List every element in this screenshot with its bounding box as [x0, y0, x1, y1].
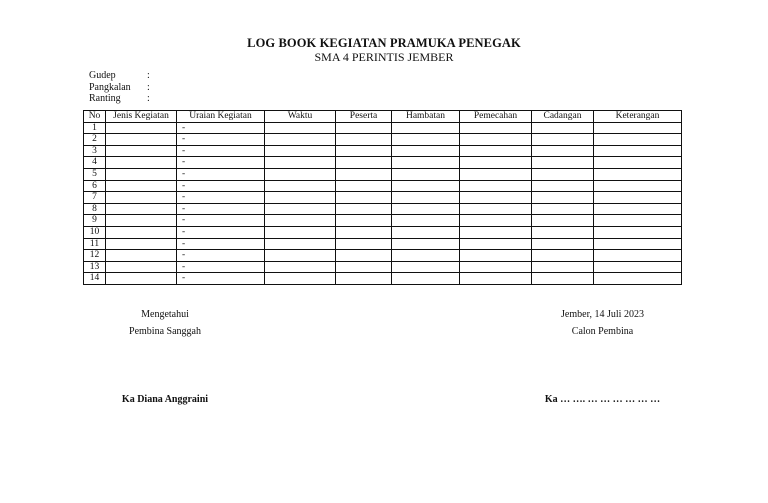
cell-empty — [594, 134, 682, 146]
cell-empty — [392, 134, 460, 146]
cell-empty — [265, 238, 336, 250]
cell-no: 13 — [84, 261, 106, 273]
cell-uraian-kegiatan: - — [177, 157, 265, 169]
table-row — [84, 226, 682, 238]
cell-uraian-kegiatan: - — [177, 261, 265, 273]
cell-empty — [336, 134, 392, 146]
cell-empty — [532, 145, 594, 157]
cell-uraian-kegiatan: - — [177, 180, 265, 192]
cell-empty — [336, 122, 392, 134]
cell-empty — [392, 157, 460, 169]
table-row — [84, 192, 682, 204]
right-signature-role: Calon Pembina — [571, 326, 634, 337]
cell-empty — [265, 168, 336, 180]
cell-empty — [594, 180, 682, 192]
cell-no: 11 — [84, 238, 106, 250]
column-header-peserta: Peserta — [336, 111, 392, 123]
cell-empty — [594, 122, 682, 134]
info-row-ranting — [89, 93, 157, 105]
cell-empty — [265, 134, 336, 146]
info-colon: : — [147, 70, 150, 81]
cell-empty — [392, 168, 460, 180]
info-label: Ranting — [89, 93, 121, 104]
document-title: LOG BOOK KEGIATAN PRAMUKA PENEGAK — [247, 36, 521, 50]
cell-no: 7 — [84, 192, 106, 204]
cell-empty — [392, 180, 460, 192]
left-signature-name: Ka Diana Anggraini — [121, 394, 209, 405]
cell-empty — [392, 226, 460, 238]
cell-empty — [336, 261, 392, 273]
cell-empty — [460, 145, 532, 157]
cell-no: 3 — [84, 145, 106, 157]
cell-empty — [392, 238, 460, 250]
cell-uraian-kegiatan: - — [177, 250, 265, 262]
table-row — [84, 250, 682, 262]
cell-empty — [106, 192, 177, 204]
cell-uraian-kegiatan: - — [177, 203, 265, 215]
column-header-no: No — [84, 111, 106, 123]
cell-empty — [265, 215, 336, 227]
cell-empty — [460, 273, 532, 285]
cell-empty — [336, 180, 392, 192]
cell-empty — [265, 203, 336, 215]
cell-uraian-kegiatan: - — [177, 273, 265, 285]
cell-empty — [594, 192, 682, 204]
cell-empty — [336, 238, 392, 250]
cell-empty — [532, 215, 594, 227]
cell-empty — [532, 168, 594, 180]
cell-empty — [532, 238, 594, 250]
cell-empty — [594, 273, 682, 285]
cell-uraian-kegiatan: - — [177, 215, 265, 227]
cell-uraian-kegiatan: - — [177, 168, 265, 180]
cell-empty — [106, 145, 177, 157]
info-label: Pangkalan — [89, 81, 131, 93]
cell-empty — [460, 226, 532, 238]
cell-empty — [594, 168, 682, 180]
cell-empty — [532, 122, 594, 134]
cell-empty — [265, 250, 336, 262]
cell-empty — [392, 273, 460, 285]
cell-empty — [392, 122, 460, 134]
cell-empty — [594, 203, 682, 215]
cell-empty — [106, 134, 177, 146]
cell-empty — [532, 192, 594, 204]
cell-empty — [532, 157, 594, 169]
cell-empty — [336, 157, 392, 169]
table-row — [84, 157, 682, 169]
table-header-row — [84, 111, 682, 123]
column-header-jenis-kegiatan: Jenis Kegiatan — [106, 111, 177, 123]
right-signature-name: Ka … …. … … … … … … — [544, 394, 661, 405]
cell-empty — [460, 168, 532, 180]
cell-empty — [106, 180, 177, 192]
cell-no: 1 — [84, 122, 106, 134]
cell-empty — [594, 157, 682, 169]
cell-empty — [532, 203, 594, 215]
cell-no: 14 — [84, 273, 106, 285]
cell-empty — [106, 215, 177, 227]
table-row — [84, 145, 682, 157]
cell-empty — [392, 192, 460, 204]
cell-empty — [594, 261, 682, 273]
cell-empty — [594, 226, 682, 238]
cell-empty — [532, 261, 594, 273]
table-row — [84, 203, 682, 215]
cell-empty — [392, 250, 460, 262]
cell-empty — [336, 215, 392, 227]
cell-empty — [460, 122, 532, 134]
cell-uraian-kegiatan: - — [177, 238, 265, 250]
cell-no: 10 — [84, 226, 106, 238]
cell-no: 8 — [84, 203, 106, 215]
cell-no: 6 — [84, 180, 106, 192]
cell-empty — [265, 157, 336, 169]
info-row-gudep — [89, 70, 157, 82]
table-body — [84, 122, 682, 284]
cell-uraian-kegiatan: - — [177, 145, 265, 157]
cell-empty — [106, 238, 177, 250]
cell-empty — [460, 203, 532, 215]
cell-empty — [265, 180, 336, 192]
table-row — [84, 238, 682, 250]
cell-no: 12 — [84, 250, 106, 262]
info-colon: : — [147, 81, 150, 93]
right-signature-place-date: Jember, 14 Juli 2023 — [561, 309, 644, 320]
cell-empty — [594, 238, 682, 250]
cell-empty — [106, 203, 177, 215]
info-label: Gudep — [89, 70, 116, 81]
info-colon: : — [147, 93, 150, 104]
cell-empty — [265, 145, 336, 157]
cell-no: 2 — [84, 134, 106, 146]
cell-empty — [336, 145, 392, 157]
column-header-cadangan: Cadangan — [532, 111, 594, 123]
cell-empty — [532, 134, 594, 146]
cell-empty — [265, 226, 336, 238]
cell-empty — [532, 273, 594, 285]
cell-uraian-kegiatan: - — [177, 134, 265, 146]
cell-uraian-kegiatan: - — [177, 192, 265, 204]
column-header-pemecahan: Pemecahan — [460, 111, 532, 123]
cell-empty — [336, 273, 392, 285]
cell-empty — [106, 157, 177, 169]
cell-empty — [392, 215, 460, 227]
info-block — [89, 70, 157, 105]
cell-no: 4 — [84, 157, 106, 169]
table-row — [84, 273, 682, 285]
cell-empty — [336, 168, 392, 180]
cell-empty — [460, 250, 532, 262]
cell-empty — [460, 180, 532, 192]
cell-empty — [265, 122, 336, 134]
cell-empty — [336, 192, 392, 204]
cell-uraian-kegiatan: - — [177, 122, 265, 134]
cell-empty — [106, 273, 177, 285]
table-row — [84, 261, 682, 273]
cell-empty — [336, 250, 392, 262]
cell-empty — [106, 261, 177, 273]
cell-no: 9 — [84, 215, 106, 227]
column-header-keterangan: Keterangan — [594, 111, 682, 123]
cell-empty — [392, 261, 460, 273]
table-row — [84, 180, 682, 192]
cell-empty — [594, 215, 682, 227]
left-signature-role: Pembina Sanggah — [129, 326, 201, 337]
cell-empty — [460, 215, 532, 227]
cell-empty — [460, 157, 532, 169]
cell-empty — [106, 226, 177, 238]
cell-empty — [460, 134, 532, 146]
cell-empty — [532, 250, 594, 262]
table-row — [84, 215, 682, 227]
info-row-pangkalan — [89, 82, 157, 94]
cell-empty — [460, 238, 532, 250]
cell-empty — [265, 273, 336, 285]
cell-empty — [392, 203, 460, 215]
table-row — [84, 134, 682, 146]
cell-no: 5 — [84, 168, 106, 180]
cell-empty — [106, 122, 177, 134]
left-signature-caption: Mengetahui — [141, 309, 189, 320]
cell-empty — [532, 226, 594, 238]
cell-empty — [336, 203, 392, 215]
cell-empty — [460, 261, 532, 273]
column-header-hambatan: Hambatan — [392, 111, 460, 123]
cell-empty — [336, 226, 392, 238]
cell-empty — [106, 168, 177, 180]
table-row — [84, 122, 682, 134]
cell-empty — [594, 145, 682, 157]
table-row — [84, 168, 682, 180]
document-subtitle: SMA 4 PERINTIS JEMBER — [314, 50, 454, 64]
column-header-uraian-kegiatan: Uraian Kegiatan — [177, 111, 265, 123]
cell-empty — [265, 192, 336, 204]
cell-empty — [594, 250, 682, 262]
column-header-waktu: Waktu — [265, 111, 336, 123]
cell-empty — [106, 250, 177, 262]
cell-empty — [532, 180, 594, 192]
log-table — [83, 110, 682, 285]
cell-empty — [392, 145, 460, 157]
cell-uraian-kegiatan: - — [177, 226, 265, 238]
cell-empty — [460, 192, 532, 204]
cell-empty — [265, 261, 336, 273]
